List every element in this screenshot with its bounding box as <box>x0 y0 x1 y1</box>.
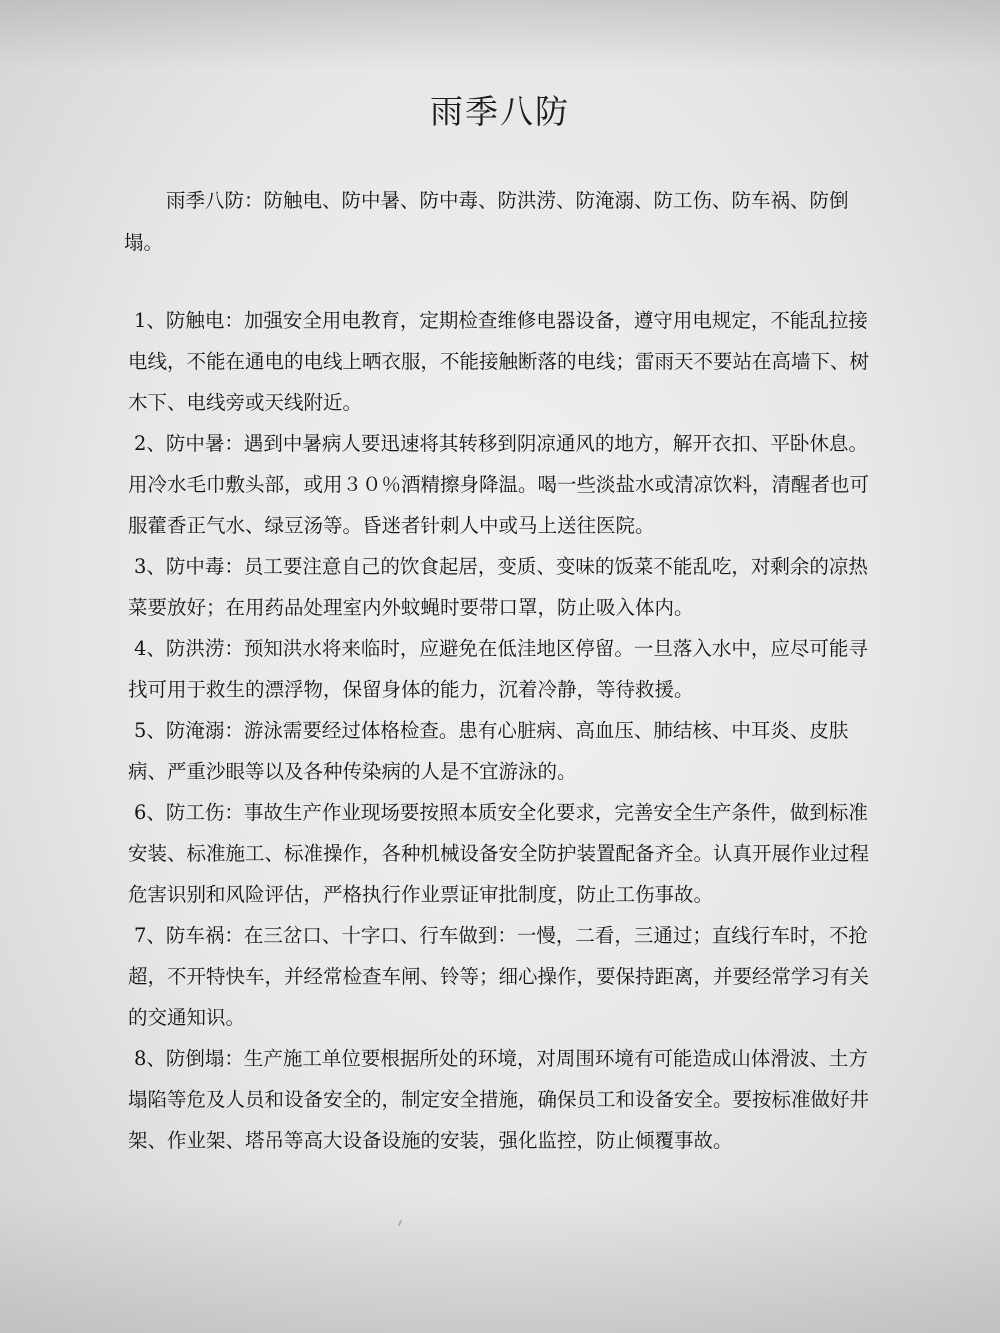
page-shadow-bottom <box>0 1193 1000 1333</box>
page-shadow-top <box>0 0 1000 70</box>
rule-item-electric-shock: 1、防触电：加强安全用电教育，定期检查维修电器设备，遵守用电规定，不能乱拉接电线，不能在通电的电线上晒衣服，不能接触断落的电线；雷雨天不要站在高墙下、树木下、电线旁或天线附近。 <box>128 309 870 414</box>
rule-item-heatstroke: 2、防中暑：遇到中暑病人要迅速将其转移到阴凉通风的地方，解开衣扣、平卧休息。用冷水毛巾敷头部，或用３０％酒精擦身降温。喝一些淡盐水或清凉饮料，清醒者也可服藿香正气水、绿豆汤等。昏迷者针刺人中或马上送往医院。 <box>128 432 870 537</box>
document-title: 雨季八防 <box>430 92 570 131</box>
intro-paragraph: 雨季八防：防触电、防中暑、防中毒、防洪涝、防淹溺、防工伤、防车祸、防倒塌。 <box>124 189 849 254</box>
rule-item-drowning: 5、防淹溺：游泳需要经过体格检查。患有心脏病、高血压、肺结核、中耳炎、皮肤病、严重沙眼等以及各种传染病的人是不宜游泳的。 <box>128 719 849 783</box>
rule-item-poisoning: 3、防中毒：员工要注意自己的饮食起居，变质、变味的饭菜不能乱吃，对剩余的凉热菜要放好；在用药品处理室内外蚊蝇时要带口罩，防止吸入体内。 <box>128 555 868 619</box>
rules-list <box>128 300 880 1161</box>
rule-item-work-injury: 6、防工伤：事故生产作业现场要按照本质安全化要求，完善安全生产条件，做到标准安装、标准施工、标准操作，各种机械设备安全防护装置配备齐全。认真开展作业过程危害识别和风险评估，严格执行作业票证审批制度，防止工伤事故。 <box>128 801 870 906</box>
rule-item-collapse: 8、防倒塌：生产施工单位要根据所处的环境，对周围环境有可能造成山体滑波、土方塌陷等危及人员和设备安全的，制定安全措施，确保员工和设备安全。要按标准做好井架、作业架、塔吊等高大设备设施的安装，强化监控，防止倾覆事故。 <box>128 1047 870 1152</box>
rule-item-flood: 4、防洪涝：预知洪水将来临时，应避免在低洼地区停留。一旦落入水中，应尽可能寻找可用于救生的漂浮物，保留身体的能力，沉着冷静，等待救援。 <box>128 637 868 701</box>
rule-item-traffic-accident: 7、防车祸：在三岔口、十字口、行车做到：一慢，二看，三通过；直线行车时，不抢超，不开特快车，并经常检查车闸、铃等；细心操作，要保持距离，并要经常学习有关的交通知识。 <box>128 924 870 1029</box>
